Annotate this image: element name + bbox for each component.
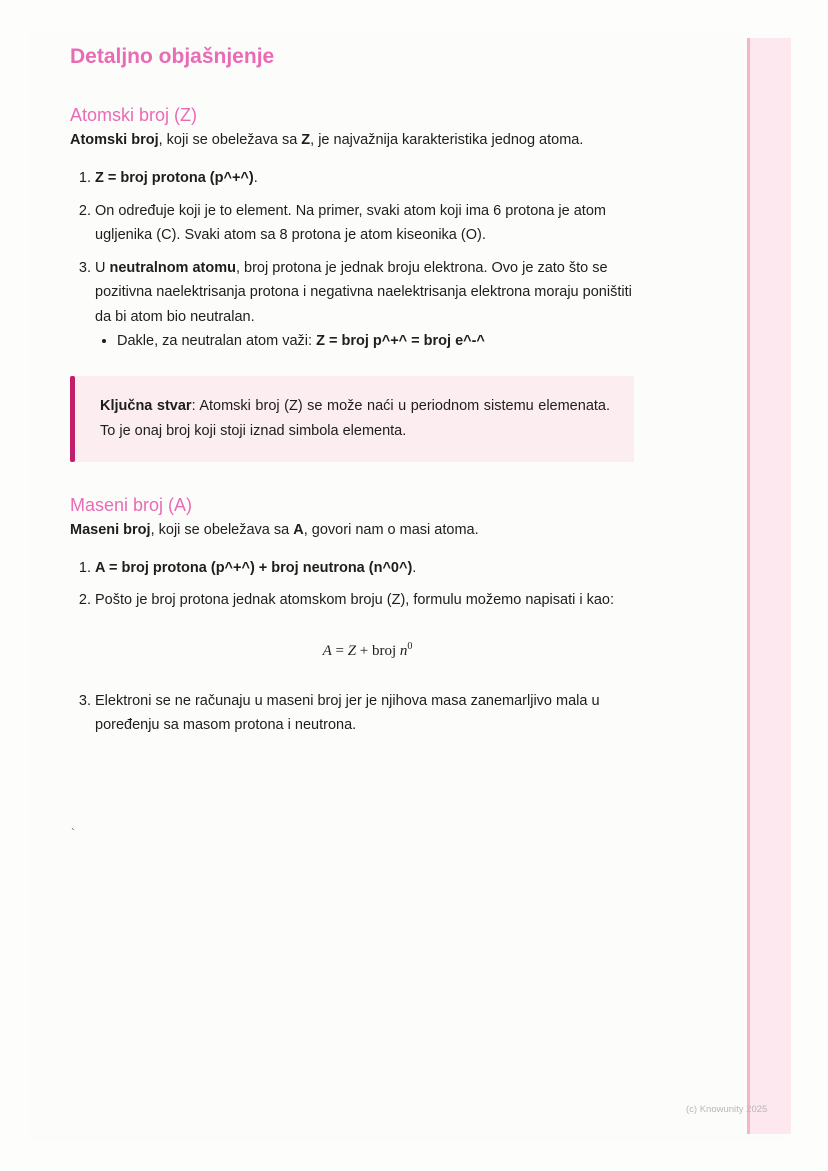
intro-bold-symbol: A xyxy=(293,521,304,538)
formula-bold: Z = broj protona (p^+^) xyxy=(95,170,254,186)
list-item-text: On određuje koji je to element. Na primer, svaki atom koji ima 6 protona je atom ugljenika (C). Svaki atom sa 8 protona je atom kiseonika (O). xyxy=(95,202,606,243)
list-item-text: . xyxy=(253,170,258,186)
list-item xyxy=(95,588,640,663)
section1-intro xyxy=(70,128,640,152)
copyright-footer: (c) Knowunity 2025 xyxy=(686,1104,768,1115)
callout-text xyxy=(100,394,610,444)
section2-list xyxy=(70,556,640,738)
section-heading-atomic-number: Atomski broj (Z) xyxy=(70,105,198,125)
intro-bold-term: Atomski broj xyxy=(70,132,159,148)
formula-exponent: 0 xyxy=(407,640,413,652)
stray-mark: ` xyxy=(71,826,75,840)
formula-bold: A = broj protona (p^+^) + broj neutrona (n^0^) xyxy=(95,559,413,576)
formula-lhs: A xyxy=(322,642,332,659)
formula-equals: = xyxy=(331,642,348,659)
formula-plus: + broj xyxy=(356,642,400,659)
list-item xyxy=(95,556,640,581)
sub-list-item-bold: Z = broj p^+^ = broj e^-^ xyxy=(316,333,485,349)
section1-list xyxy=(70,166,640,354)
key-point-callout xyxy=(70,376,634,462)
margin-line xyxy=(747,38,750,1134)
list-item xyxy=(95,166,640,191)
list-item-text: Pošto je broj protona jednak atomskom broju (Z), formulu možemo napisati i kao: xyxy=(95,592,615,608)
callout-accent-bar xyxy=(70,376,75,462)
intro-text: , govori nam o masi atoma. xyxy=(303,521,479,538)
formula-z: Z xyxy=(347,642,357,659)
callout-body: : Atomski broj (Z) se može naći u periodnom sistemu elemenata. To je onaj broj koji stoji iznad simbola elementa. xyxy=(100,397,610,439)
intro-text: , koji se obeležava sa xyxy=(158,132,302,148)
list-item-text: U xyxy=(95,259,110,276)
sub-list xyxy=(95,329,640,354)
sub-list-item-text: Dakle, za neutralan atom važi: xyxy=(117,333,317,349)
list-item-bold: neutralnom atomu xyxy=(109,259,236,276)
list-item xyxy=(95,689,640,738)
list-item-text: , broj protona je jednak broju elektrona. Ovo je zato što se pozitivna naelektrisanja protona i negativna naelektrisanja elektrona moraju poništiti da bi atom bio neutralan. xyxy=(95,259,632,325)
sub-list-item xyxy=(117,329,640,354)
intro-bold-symbol: Z xyxy=(301,132,311,148)
margin-strip xyxy=(749,38,791,1134)
section2-intro xyxy=(70,518,640,542)
page-title: Detaljno objašnjenje xyxy=(70,45,275,68)
list-item-text: . xyxy=(412,559,417,576)
list-item-text: Elektroni se ne računaju u maseni broj jer je njihova masa zanemarljivo mala u poređenju sa masom protona i neutrona. xyxy=(95,692,600,733)
callout-bold-label: Ključna stvar xyxy=(100,397,192,414)
intro-bold-term: Maseni broj xyxy=(70,521,151,538)
section-heading-mass-number: Maseni broj (A) xyxy=(70,494,193,515)
list-item xyxy=(95,199,640,248)
document-content xyxy=(70,38,640,746)
intro-text: , je najvažnija karakteristika jednog atoma. xyxy=(310,132,584,148)
mass-number-formula xyxy=(95,635,640,663)
list-item xyxy=(95,256,640,354)
formula-n: n xyxy=(399,642,408,659)
intro-text: , koji se obeležava sa xyxy=(150,521,294,538)
